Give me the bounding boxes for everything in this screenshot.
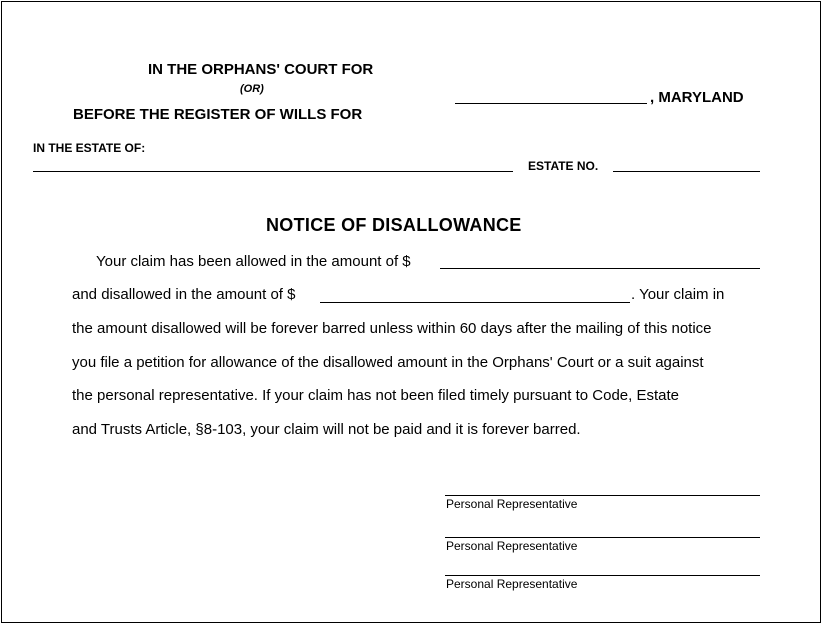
signature-line-2[interactable] bbox=[445, 537, 760, 538]
signature-line-3[interactable] bbox=[445, 575, 760, 576]
signature-label-2: Personal Representative bbox=[446, 539, 578, 553]
notice-body-line-4: you file a petition for allowance of the disallowed amount in the Orphans' Court or a suit against bbox=[72, 354, 704, 371]
notice-body-line-5: the personal representative. If your claim has not been filed timely pursuant to Code, Estate bbox=[72, 387, 680, 404]
or-label: (OR) bbox=[240, 83, 264, 95]
your-claim-in-text: . Your claim in bbox=[631, 286, 725, 303]
estate-name-blank-line[interactable] bbox=[33, 171, 513, 172]
disallowed-amount-blank-line[interactable] bbox=[320, 302, 630, 303]
court-heading: IN THE ORPHANS' COURT FOR bbox=[148, 61, 374, 78]
estate-of-label: IN THE ESTATE OF: bbox=[33, 141, 146, 155]
notice-body-line-3: the amount disallowed will be forever barred unless within 60 days after the mailing of this notice bbox=[72, 320, 712, 337]
signature-label-3: Personal Representative bbox=[446, 577, 578, 591]
allowed-amount-blank-line[interactable] bbox=[440, 268, 760, 269]
estate-no-label: ESTATE NO. bbox=[528, 159, 599, 173]
allowed-amount-text: Your claim has been allowed in the amount of $ bbox=[96, 253, 411, 270]
notice-body-line-6: and Trusts Article, §8-103, your claim will not be paid and it is forever barred. bbox=[72, 421, 581, 438]
signature-label-1: Personal Representative bbox=[446, 497, 578, 511]
notice-title: NOTICE OF DISALLOWANCE bbox=[266, 215, 522, 235]
estate-no-blank-line[interactable] bbox=[613, 171, 760, 172]
county-blank-line[interactable] bbox=[455, 103, 647, 104]
signature-line-1[interactable] bbox=[445, 495, 760, 496]
disallowed-amount-text: and disallowed in the amount of $ bbox=[72, 286, 296, 303]
register-heading: BEFORE THE REGISTER OF WILLS FOR bbox=[73, 106, 363, 123]
maryland-label: , MARYLAND bbox=[650, 89, 744, 106]
